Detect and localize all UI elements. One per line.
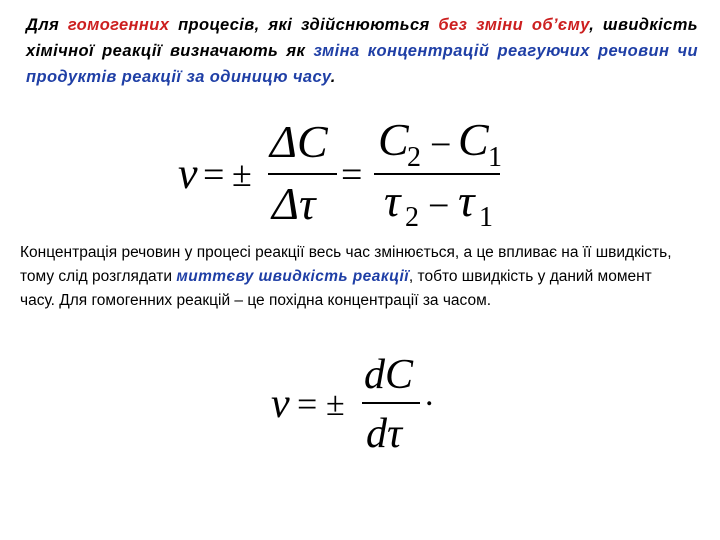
term-instantaneous-rate: миттєву швидкість реакції <box>176 268 409 285</box>
c2-subscript: 2 <box>407 142 421 173</box>
body-text-1: Концентрація речовин у процесі реакції весь час змінюється, а це впливає на її швидкість, тому слід розглядати <box>20 244 672 285</box>
term-rate-definition: зміна концентрацій реагуючих речовин чи продуктів реакції за одиницю часу <box>26 42 699 86</box>
plus-minus-sign-2: ± <box>326 386 345 423</box>
tau2-symbol: τ <box>384 175 401 226</box>
equals-sign-2: = <box>341 154 363 196</box>
dtau-denominator: dτ <box>366 411 403 457</box>
tau1-symbol: τ <box>458 175 475 226</box>
intro-text-4: . <box>330 68 336 86</box>
delta-c-numerator: ΔC <box>270 116 328 167</box>
dc-numerator: dC <box>364 352 414 398</box>
trailing-dot: . <box>425 376 434 413</box>
intro-text-2: процесів, які здійснюються <box>169 16 439 34</box>
intro-text-3: , швидкість хімічної реакції визначають як <box>26 16 699 60</box>
rate-symbol: v <box>178 149 198 198</box>
term-homogeneous: гомогенних <box>67 16 170 34</box>
delta-tau-denominator: Δτ <box>272 178 316 229</box>
rate-formula-instantaneous <box>271 352 434 457</box>
term-constant-volume: без зміни об’єму <box>438 16 590 34</box>
instantaneous-rate-paragraph <box>20 241 680 313</box>
equals-sign-3: = <box>297 384 318 424</box>
rate-symbol-2: v <box>271 381 290 427</box>
tau2-subscript: 2 <box>405 202 419 233</box>
minus-sign-2: − <box>428 185 450 227</box>
intro-text-1: Для <box>26 16 68 34</box>
c1-subscript: 1 <box>488 142 502 173</box>
c2-symbol: C <box>378 114 409 165</box>
minus-sign-1: − <box>430 124 452 166</box>
plus-minus-sign: ± <box>232 154 252 194</box>
c1-symbol: C <box>458 114 489 165</box>
rate-formula-average <box>178 114 502 233</box>
equals-sign: = <box>203 154 225 196</box>
body-text-2: , тобто швидкість у даний момент часу. Для гомогенних реакцій – це похідна концентрації за часом. <box>20 268 652 309</box>
tau1-subscript: 1 <box>479 202 493 233</box>
